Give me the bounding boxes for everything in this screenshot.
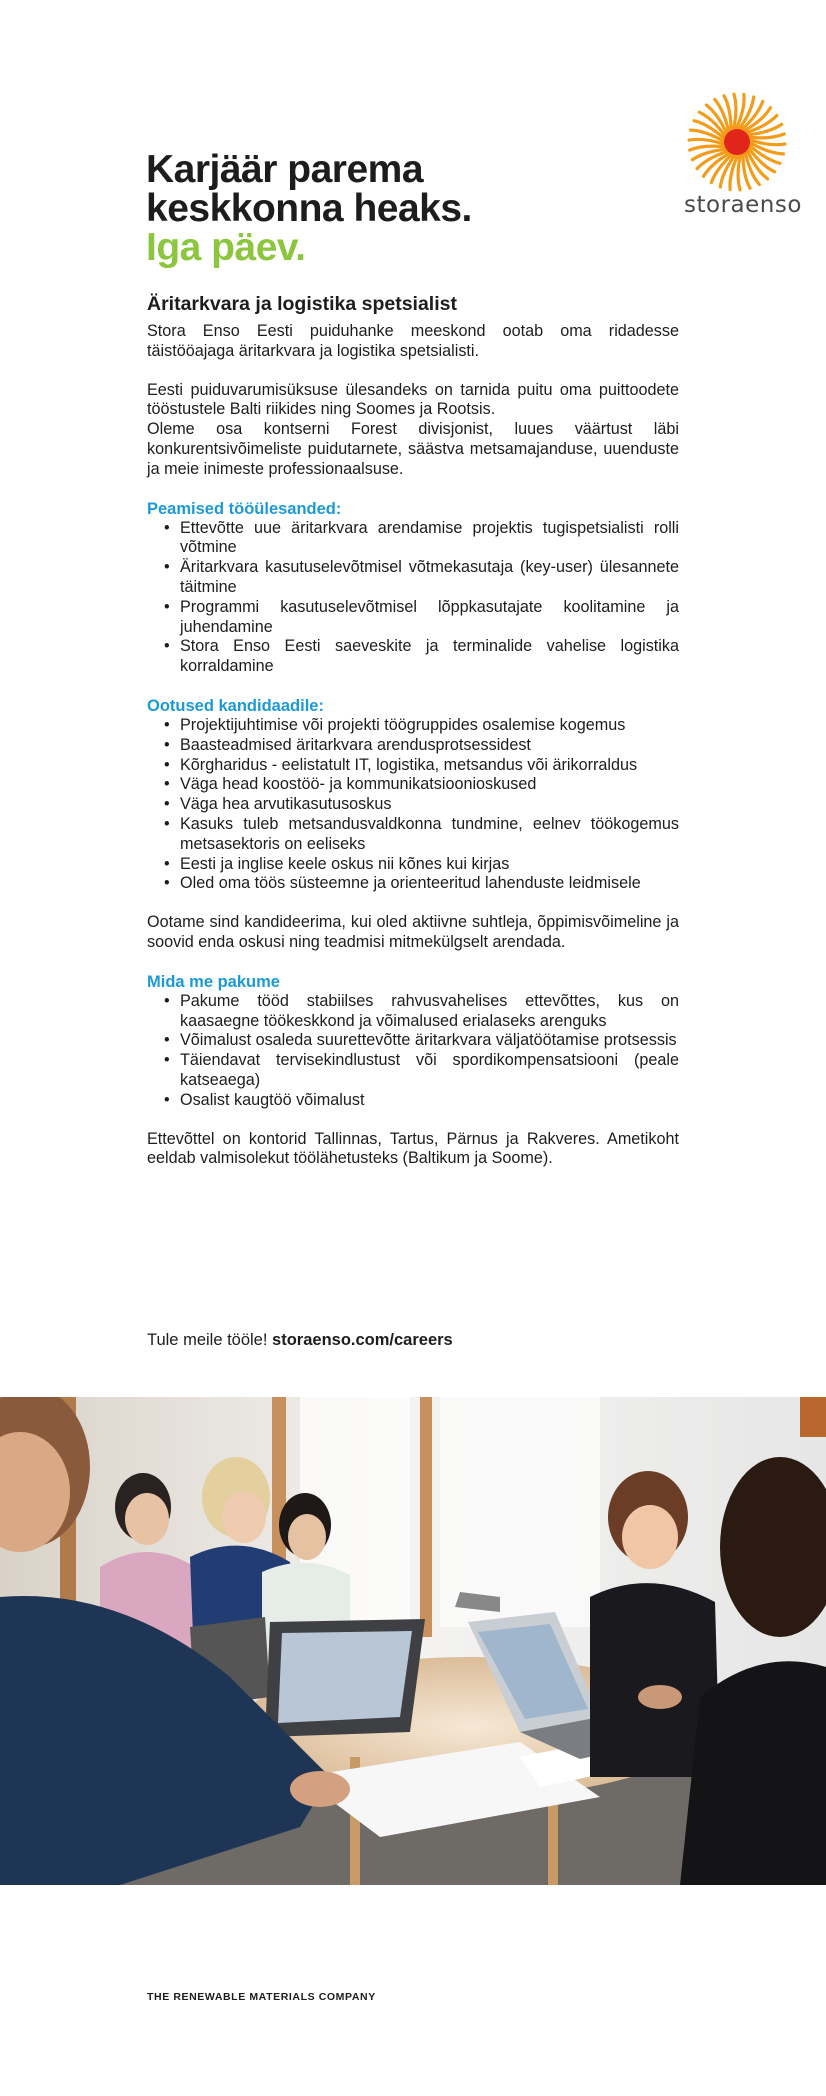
list-item: • Täiendavat tervisekindlustust või spordikompensatsiooni (peale katseaega) xyxy=(180,1051,679,1091)
offer-title: Mida me pakume xyxy=(147,972,280,991)
careers-prefix: Tule meile tööle! xyxy=(147,1331,268,1349)
intro-paragraph-1: Stora Enso Eesti puiduhanke meeskond ootab oma ridadesse täistööajaga äritarkvara ja logistika spetsialisti. xyxy=(147,322,679,360)
job-description xyxy=(147,292,679,1169)
company-tagline: THE RENEWABLE MATERIALS COMPANY xyxy=(147,1991,376,2003)
logo-wordmark: storaenso xyxy=(684,192,802,218)
list-item: • Väga head koostöö- ja kommunikatsioonioskused xyxy=(180,775,679,795)
expectations-list xyxy=(147,716,679,894)
list-item: • Ettevõtte uue äritarkvara arendamise projektis tugispetsialisti rolli võtmine xyxy=(180,519,679,559)
offer-list xyxy=(147,992,679,1111)
logo-ray xyxy=(733,94,736,131)
headline-line-3: Iga päev. xyxy=(146,226,306,269)
logo-ray xyxy=(738,153,741,190)
list-item: • Kõrgharidus - eelistatult IT, logistika, metsandus või ärikorraldus xyxy=(180,756,679,776)
intro-paragraph-3: Oleme osa kontserni Forest divisjonist, luues väärtust läbi konkurentsivõimeliste puidutarnete, säästva metsamajanduse, uuenduste ja meie inimeste professionaalsuse. xyxy=(147,420,679,478)
list-item: • Äritarkvara kasutuselevõtmisel võtmekasutaja (key-user) ülesannete täitmine xyxy=(180,558,679,598)
offices-paragraph: Ettevõttel on kontorid Tallinnas, Tartus, Pärnus ja Rakveres. Ametikoht eeldab valmisolekut töölähetusteks (Baltikum ja Soome). xyxy=(147,1129,679,1168)
intro-paragraph-2: Eesti puiduvarumisüksuse ülesandeks on tarnida puitu oma puittoodete tööstustele Balti riikides ning Soomes ja Rootsis. xyxy=(147,380,679,419)
invite-paragraph: Ootame sind kandideerima, kui oled aktiivne suhtleja, õppimisvõimeline ja soovid enda oskusi ning teadmisi mitmekülgselt arendada. xyxy=(147,913,679,951)
list-item: • Kasuks tuleb metsandusvaldkonna tundmine, eelnev töökogemus metsasektoris on eeliseks xyxy=(180,815,679,855)
list-item: • Osalist kaugtöö võimalust xyxy=(180,1091,679,1111)
tasks-title: Peamised tööülesanded: xyxy=(147,499,342,518)
list-item: • Baasteadmised äritarkvara arendusprotsessidest xyxy=(180,736,679,756)
list-item: • Eesti ja inglise keele oskus nii kõnes kui kirjas xyxy=(180,855,679,875)
job-title: Äritarkvara ja logistika spetsialist xyxy=(147,293,457,315)
careers-link[interactable]: storaenso.com/careers xyxy=(272,1331,453,1349)
team-meeting-photo xyxy=(0,1397,826,1885)
list-item: • Võimalust osaleda suurettevõtte äritarkvara väljatöötamise protsessis xyxy=(180,1031,679,1051)
list-item: • Stora Enso Eesti saeveskite ja terminalide vahelise logistika korraldamine xyxy=(180,637,679,677)
careers-cta xyxy=(147,1331,453,1350)
headline-line-1: Karjäär parema xyxy=(146,148,424,191)
headline xyxy=(146,150,706,267)
list-item: • Väga hea arvutikasutusoskus xyxy=(180,795,679,815)
list-item: • Oled oma töös süsteemne ja orienteeritud lahenduste leidmisele xyxy=(180,874,679,894)
list-item: • Programmi kasutuselevõtmisel lõppkasutajate koolitamine ja juhendamine xyxy=(180,598,679,638)
tasks-list xyxy=(147,519,679,677)
list-item: • Projektijuhtimise või projekti töögruppides osalemise kogemus xyxy=(180,716,679,736)
expectations-title: Ootused kandidaadile: xyxy=(147,696,324,715)
headline-line-2: keskkonna heaks. xyxy=(146,187,472,230)
list-item: • Pakume tööd stabiilses rahvusvahelises ettevõttes, kus on kaasaegne töökeskkond ja võimalused erialaseks arenguks xyxy=(180,992,679,1032)
